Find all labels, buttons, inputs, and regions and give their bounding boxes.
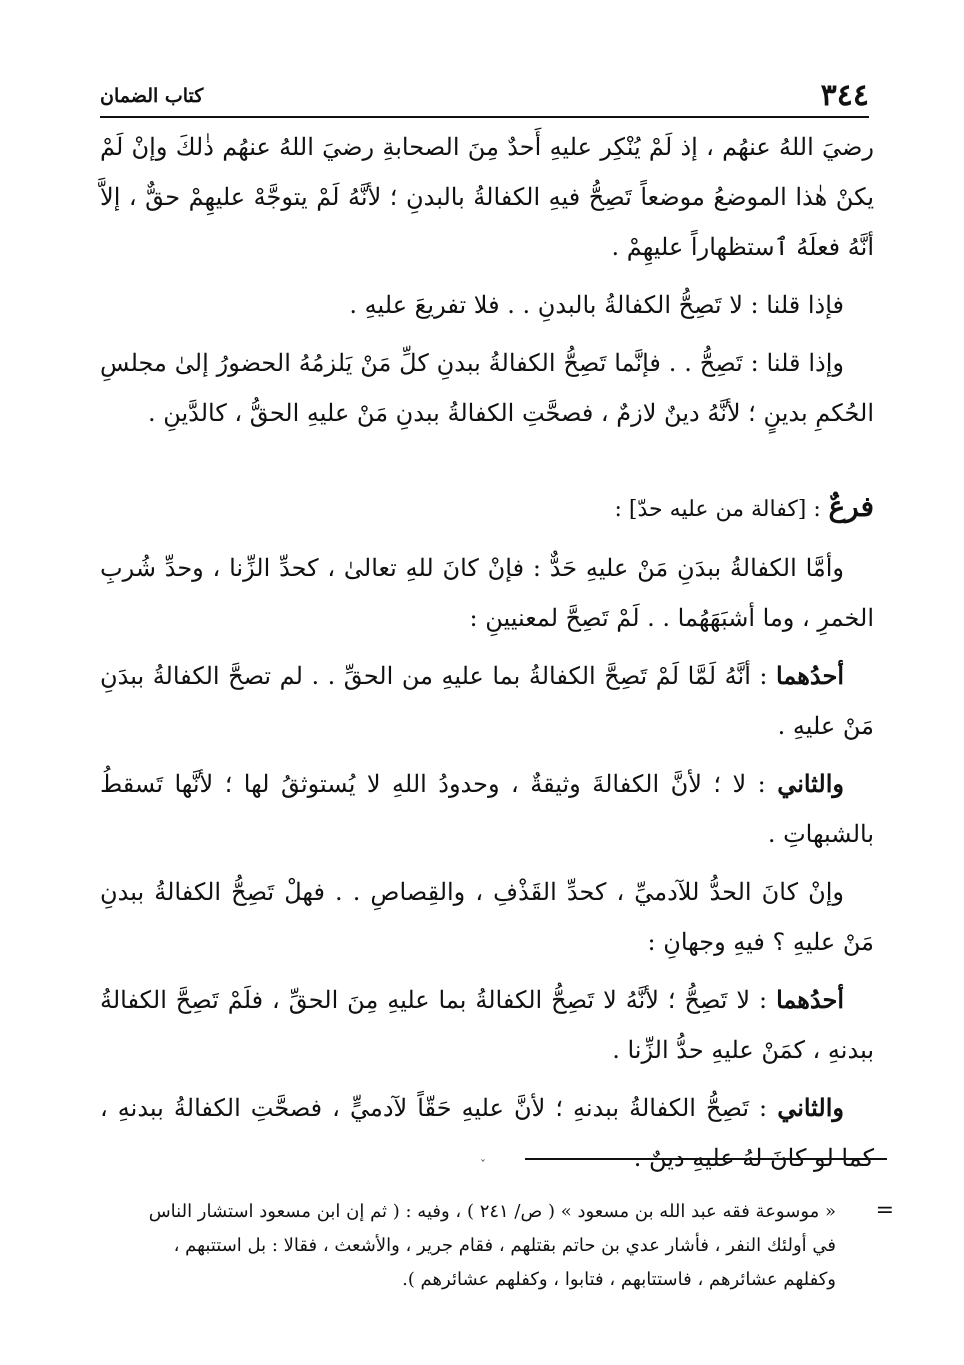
paragraph-lead: والثاني xyxy=(777,769,844,798)
footnote-rule xyxy=(525,1158,887,1160)
paragraph-text: : لا تَصِحُّ ؛ لأنَّهُ لا تَصِحُّ الكفالةُ بما عليهِ مِنَ الحقِّ ، فلَمْ تَصِحَّ الكفالةُ ببدنهِ ، كمَنْ عليهِ حدُّ الزِّنا . xyxy=(100,986,874,1064)
paragraph-lead: أحدُهما xyxy=(776,661,844,690)
paragraph-lead: أحدُهما xyxy=(776,985,845,1014)
paragraph-text: : لا ؛ لأنَّ الكفالةَ وثيقةٌ ، وحدودُ اللهِ لا يُستوثقُ لها ؛ لأنَّها تَسقطُ بالشبهاتِ . xyxy=(100,770,874,848)
branch-paragraph-2 xyxy=(100,651,874,751)
branch-paragraph-1 xyxy=(100,543,874,643)
paragraph-1 xyxy=(100,122,874,272)
paragraph-text: وأمَّا الكفالةُ ببدَنِ مَنْ عليهِ حَدٌّ : فإنْ كانَ للهِ تعالىٰ ، كحدِّ الزِّنا ، وحدِّ شُربِ الخمرِ ، وما أشبَهَهُما . . لَمْ تَصِحَّ لمعنيينِ : xyxy=(100,554,874,632)
paragraph-text: وإذا قلنا : تَصِحُّ . . فإنَّما تَصِحُّ الكفالةُ ببدنِ كلِّ مَنْ يَلزمُهُ الحضورُ إلىٰ مجلسِ الحُكمِ بدينٍ ؛ لأنَّهُ دينٌ لازمٌ ، فصحَّتِ الكفالةُ ببدنِ مَنْ عليهِ الحقُّ ، كالدَّينِ . xyxy=(100,349,874,427)
branch-subtitle: : [كفالة من عليه حدّ] : xyxy=(614,497,821,522)
main-text xyxy=(100,122,874,1191)
footnote xyxy=(100,1195,836,1297)
paragraph-2 xyxy=(100,280,874,330)
paragraph-3 xyxy=(100,338,874,438)
branch-paragraph-6 xyxy=(100,1083,874,1183)
branch-title: فرعٌ xyxy=(828,490,874,523)
branch-paragraph-5 xyxy=(100,975,874,1075)
footnote-line: « موسوعة فقه عبد الله بن مسعود » ( ص/ ٢٤١ ) ، وفيه : ( ثم إن ابن مسعود استشار الناس xyxy=(148,1201,836,1222)
section-spacer xyxy=(100,446,874,482)
paragraph-text: رضيَ اللهُ عنهُم ، إذ لَمْ يُنْكِر عليهِ أَحدٌ مِنَ الصحابةِ رضيَ اللهُ عنهُم ذٰلكَ وإنْ لَمْ يكنْ هٰذا الموضعُ موضعاً تَصِحُّ فيهِ الكفالةُ بالبدنِ ؛ لأنَّهُ لَمْ يتوجَّهْ عليهِمْ حقٌّ ، إلاَّ أنَّهُ فعلَهُ ٱستظهاراً عليهِمْ . xyxy=(100,133,874,261)
branch-paragraph-3 xyxy=(100,759,874,859)
branch-paragraph-4 xyxy=(100,867,874,967)
footnote-continuation-marker: = xyxy=(875,1198,894,1223)
header-rule xyxy=(100,116,869,118)
page-header xyxy=(100,78,869,114)
branch-heading xyxy=(100,482,874,535)
footnote-line: وكفلهم عشائرهم ، فاستتابهم ، فتابوا ، وكفلهم عشائرهم ). xyxy=(402,1269,836,1290)
paragraph-text: : أنَّهُ لَمَّا لَمْ تَصِحَّ الكفالةُ بما عليهِ من الحقِّ . . لم تصحَّ الكفالةُ ببدَنِ مَنْ عليهِ . xyxy=(100,662,874,740)
page-number: ٣٤٤ xyxy=(820,78,869,113)
paragraph-text: فإذا قلنا : لا تَصِحُّ الكفالةُ بالبدنِ . . فلا تفريعَ عليهِ . xyxy=(349,291,844,319)
paragraph-text: وإنْ كانَ الحدُّ للآدميِّ ، كحدِّ القَذْفِ ، والقِصاصِ . . فهلْ تَصِحُّ الكفالةُ ببدنِ مَنْ عليهِ ؟ فيهِ وجهانِ : xyxy=(100,878,874,956)
stray-mark: ˇ xyxy=(480,1158,486,1172)
paragraph-lead: والثاني xyxy=(777,1093,844,1122)
book-title: كتاب الضمان xyxy=(100,85,204,107)
paragraph-text: : تَصِحُّ الكفالةُ ببدنهِ ؛ لأنَّ عليهِ حَقّاً لآدميٍّ ، فصحَّتِ الكفالةُ ببدنهِ ، كما لو كانَ لهُ عليهِ دينٌ . xyxy=(100,1094,874,1172)
footnote-line: في أولئك النفر ، فأشار عدي بن حاتم بقتلهم ، فقام جرير ، والأشعث ، فقالا : بل استتبهم ، xyxy=(173,1235,836,1256)
